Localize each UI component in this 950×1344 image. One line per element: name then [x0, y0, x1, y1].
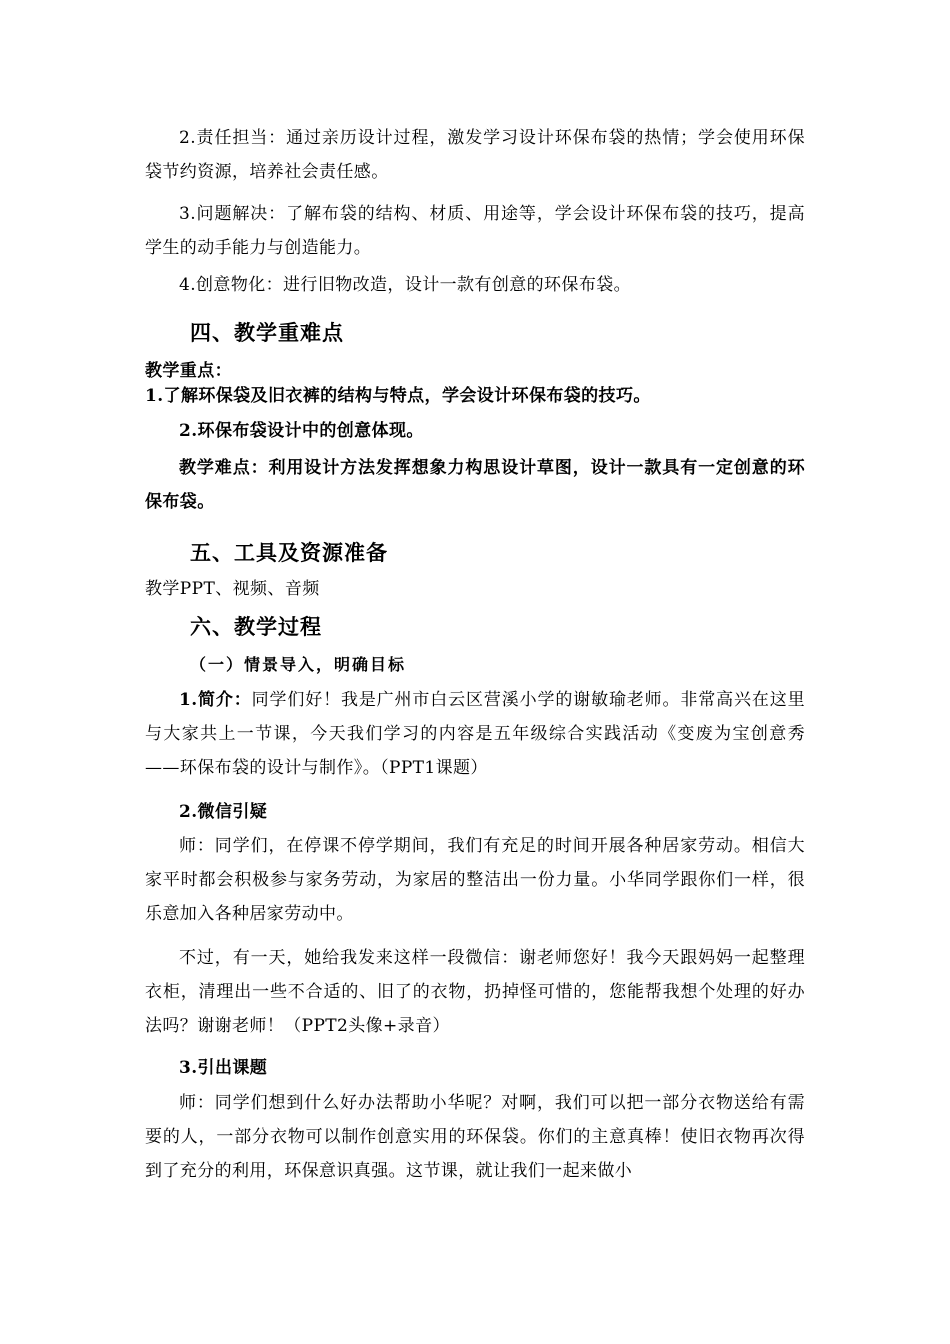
topic-heading: 3.引出课题: [179, 1058, 268, 1078]
wechat-paragraph-2: 不过，有一天，她给我发来这样一段微信：谢老师您好！我今天跟妈妈一起整理衣柜，清理出一些不合适的、旧了的衣物，扔掉怪可惜的，您能帮我想个处理的好办法吗？谢谢老师！（PPT2头像+录音）: [145, 948, 805, 1036]
intro-text: 同学们好！我是广州市白云区营溪小学的谢敏瑜老师。非常高兴在这里与大家共上一节课，今天我们学习的内容是五年级综合实践活动《变废为宝创意秀——环保布袋的设计与制作》。（PPT1课题）: [145, 690, 806, 778]
section-6-heading: 六、教学过程: [190, 614, 322, 639]
wechat-paragraph-1: 师：同学们，在停课不停学期间，我们有充足的时间开展各种居家劳动。相信大家平时都会积极参与家务劳动，为家居的整洁出一份力量。小华同学跟你们一样，很乐意加入各种居家劳动中。: [145, 836, 805, 924]
resources-list: 教学PPT、视频、音频: [145, 579, 320, 599]
intro-paragraph: [145, 683, 805, 785]
topic-paragraph: 师：同学们想到什么好办法帮助小华呢？对啊，我们可以把一部分衣物送给有需要的人，一部分衣物可以制作创意实用的环保袋。你们的主意真棒！使旧衣物再次得到了充分的利用，环保意识真强。这节课，就让我们一起来做小: [145, 1093, 805, 1181]
wechat-heading: 2.微信引疑: [179, 802, 268, 822]
goal-responsibility: 2.责任担当：通过亲历设计过程，激发学习设计环保布袋的热情；学会使用环保袋节约资源，培养社会责任感。: [145, 128, 805, 182]
section-5-heading: 五、工具及资源准备: [190, 540, 388, 565]
difficulty-points: 教学难点：利用设计方法发挥想象力构思设计草图，设计一款具有一定创意的环保布袋。: [145, 458, 805, 512]
key-points-label: 教学重点：: [145, 361, 232, 381]
subsection-1-heading: （一）情景导入，明确目标: [190, 655, 407, 674]
intro-label: 1.简介：: [179, 690, 252, 710]
key-point-2: 2.环保布袋设计中的创意体现。: [179, 421, 424, 441]
section-4-heading: 四、教学重难点: [190, 320, 344, 345]
goal-problem-solving: 3.问题解决：了解布袋的结构、材质、用途等，学会设计环保布袋的技巧，提高学生的动手能力与创造能力。: [145, 204, 805, 258]
key-point-1: 1.了解环保袋及旧衣裤的结构与特点，学会设计环保布袋的技巧。: [145, 386, 651, 406]
goal-creative: 4.创意物化：进行旧物改造，设计一款有创意的环保布袋。: [179, 275, 632, 295]
